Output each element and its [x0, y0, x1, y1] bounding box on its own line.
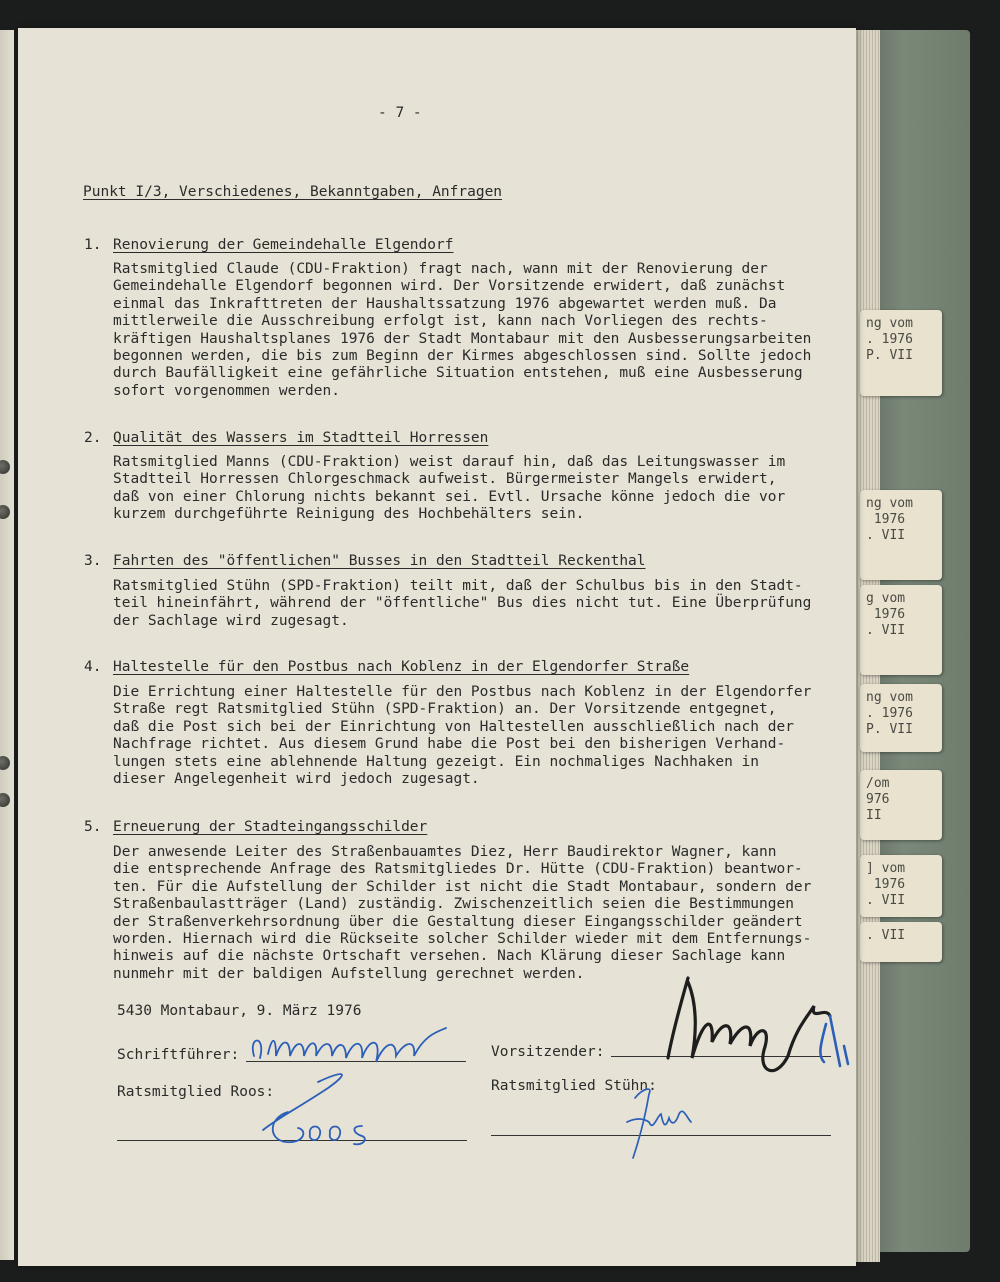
index-tab[interactable]: . VII [860, 922, 942, 962]
section-heading: Punkt I/3, Verschiedenes, Bekanntgaben, Anfragen [83, 184, 503, 200]
page-number: - 7 - [378, 105, 422, 121]
paragraph-line: mittlerweile die Ausschreibung erfolgt ist, kann nach Vorliegen des rechts- [113, 313, 768, 330]
item-number: 5. [84, 819, 102, 835]
item-number: 4. [84, 659, 102, 675]
paragraph-line: Ratsmitglied Manns (CDU-Fraktion) weist darauf hin, daß das Leitungswasser im [113, 454, 786, 470]
paragraph-line: Nachfrage richtet. Aus diesem Grund habe die Post bei den bisherigen Verhand- [113, 736, 786, 753]
item-number: 3. [84, 553, 102, 569]
roos-label: Ratsmitglied Roos: [117, 1084, 275, 1100]
paragraph-line: einmal das Inkrafttreten der Haushaltssatzung 1976 abgewartet werden muß. Da [113, 295, 777, 312]
index-tab[interactable]: ] vom 1976 . VII [860, 855, 942, 917]
paragraph-line: Ratsmitglied Claude (CDU-Fraktion) fragt nach, wann mit der Renovierung der [113, 261, 768, 277]
paragraph-line: Straße regt Ratsmitglied Stühn (SPD-Fraktion) an. Der Vorsitzende entgegnet, [113, 701, 777, 718]
item-number: 2. [84, 430, 102, 446]
paragraph-line: daß von einer Chlorung nichts bekannt sei. Evtl. Ursache könne jedoch die vor [113, 488, 786, 505]
paragraph-line: lungen stets eine ablehnende Haltung gezeigt. Ein nochmaliges Nachhaken in [113, 753, 760, 770]
paragraph-line: kräftigen Haushaltsplanes 1976 der Stadt Montabaur mit den Ausbesserungsarbeiten [113, 330, 812, 347]
paragraph-line: teil hineinfährt, während der "öffentliche" Bus dies nicht tut. Eine Überprüfung [113, 595, 812, 612]
handwritten-signature-roos [258, 1068, 388, 1148]
paragraph-line: worden. Hiernach wird die Rückseite solcher Schilder wieder mit dem Entfernungs- [113, 931, 812, 947]
item-title: Fahrten des "öffentlichen" Busses in den Stadtteil Reckenthal [113, 553, 646, 569]
paragraph-line: Stadtteil Horressen Chlorgeschmack aufweist. Bürgermeister Mangels erwidert, [113, 471, 777, 488]
document-page [18, 28, 856, 1266]
paragraph-line: dieser Angelegenheit wird jedoch zugesagt. [113, 771, 480, 787]
item-title: Renovierung der Gemeindehalle Elgendorf [113, 237, 454, 253]
handwritten-signature-vorsitzender [658, 976, 858, 1086]
paragraph-line: daß die Post sich bei der Einrichtung von Haltestellen ausschließlich nach der [113, 718, 794, 735]
paragraph-line: sofort vorgenommen werden. [113, 382, 340, 399]
paragraph-line: durch Baufälligkeit eine gefährliche Situation entstehen, muß eine Ausbesserung [113, 365, 803, 382]
item-title: Qualität des Wassers im Stadtteil Horressen [113, 430, 489, 446]
paragraph-line: ten. Für die Aufstellung der Schilder ist nicht die Stadt Montabaur, sondern der [113, 878, 812, 895]
item-title: Haltestelle für den Postbus nach Koblenz in der Elgendorfer Straße [113, 659, 690, 675]
paragraph-line: der Sachlage wird zugesagt. [113, 612, 349, 629]
item-title: Erneuerung der Stadteingangsschilder [113, 819, 428, 835]
paragraph-line: die entsprechende Anfrage des Ratsmitgliedes Dr. Hütte (CDU-Fraktion) beantwor- [113, 861, 803, 878]
paragraph-line: Der anwesende Leiter des Straßenbauamtes Diez, Herr Baudirektor Wagner, kann [113, 844, 777, 860]
paragraph-line: hinweis auf die nächste Ortschaft versehen. Nach Klärung dieser Sachlage kann [113, 948, 786, 965]
index-tab[interactable]: ng vom . 1976 P. VII [860, 684, 942, 752]
paragraph-line: nunmehr mit der baldigen Aufstellung gerechnet werden. [113, 965, 585, 982]
vorsitzender-label: Vorsitzender: [491, 1044, 605, 1060]
paragraph-line: kurzem durchgeführte Reinigung des Hochbehälters sein. [113, 506, 585, 523]
handwritten-signature-schriftfuehrer [246, 1026, 456, 1071]
index-tab[interactable]: g vom 1976 . VII [860, 585, 942, 675]
index-tab[interactable]: /om 976 II [860, 770, 942, 840]
index-tab[interactable]: ng vom 1976 . VII [860, 490, 942, 580]
paragraph-line: begonnen werden, die bis zum Beginn der Kirmes abgeschlossen sind. Sollte jedoch [113, 348, 812, 364]
paragraph-line: Gemeindehalle Elgendorf begonnen wird. Der Vorsitzende erwidert, daß zunächst [113, 278, 786, 295]
paragraph-line: Straßenbaulastträger (Land) zuständig. Zwischenzeitlich seien die Bestimmungen [113, 896, 794, 913]
item-number: 1. [84, 237, 102, 253]
left-page-edge [0, 30, 14, 1260]
stuehn-label: Ratsmitglied Stühn: [491, 1078, 657, 1094]
index-tab[interactable]: ng vom . 1976 P. VII [860, 310, 942, 396]
handwritten-signature-stuehn [613, 1078, 703, 1168]
paragraph-line: Ratsmitglied Stühn (SPD-Fraktion) teilt mit, daß der Schulbus bis in den Stadt- [113, 578, 803, 594]
schriftfuehrer-label: Schriftführer: [117, 1047, 240, 1063]
place-date: 5430 Montabaur, 9. März 1976 [117, 1003, 362, 1019]
paragraph-line: der Straßenverkehrsordnung über die Gestaltung dieser Eingangsschilder geändert [113, 913, 803, 930]
paragraph-line: Die Errichtung einer Haltestelle für den Postbus nach Koblenz in der Elgendorfer [113, 684, 812, 700]
